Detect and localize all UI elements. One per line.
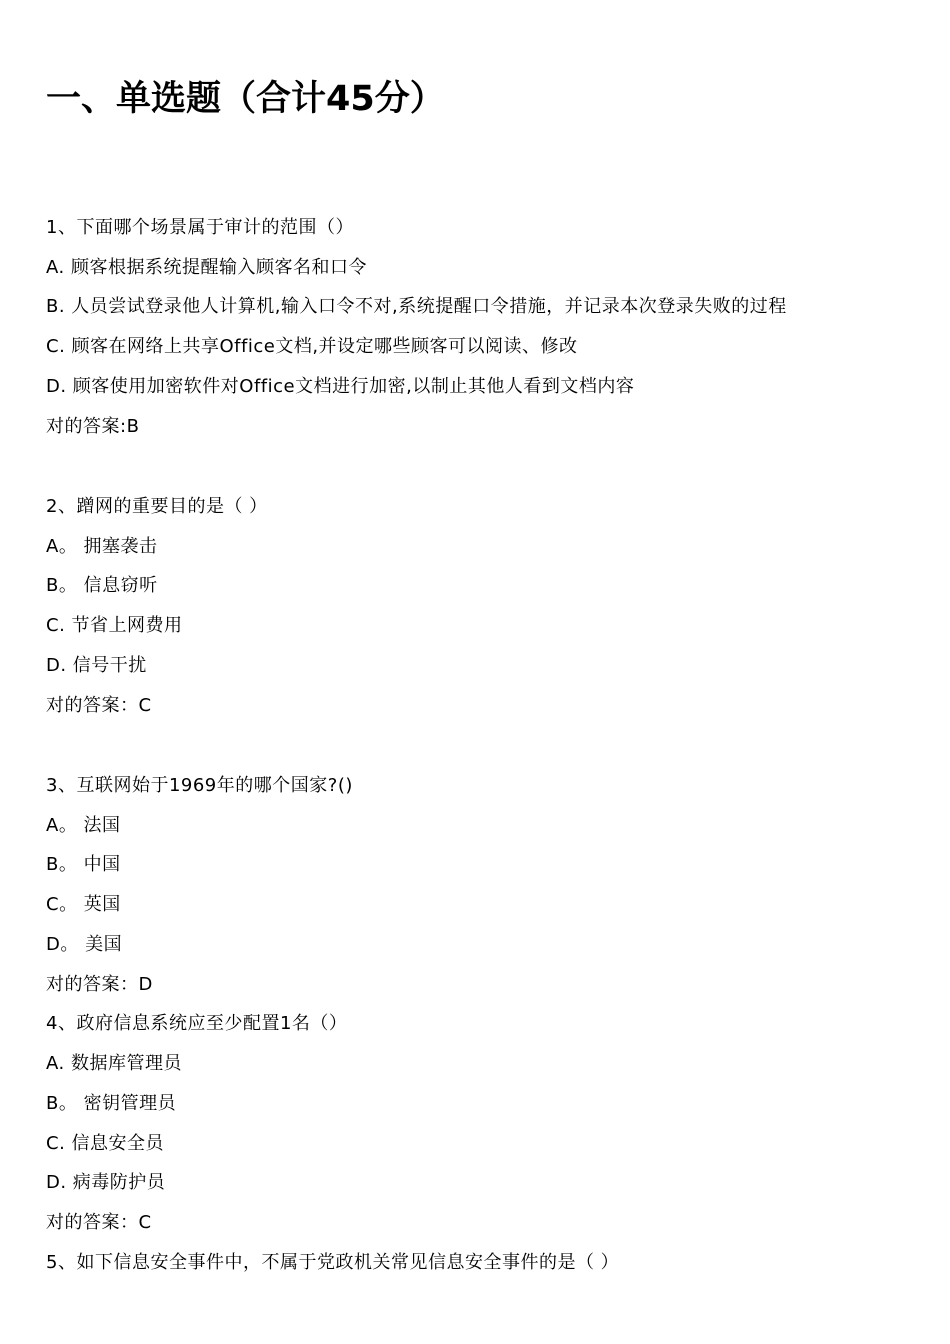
question-3-option-c: C。 英国 <box>46 894 121 915</box>
question-3-answer: 对的答案：D <box>46 974 153 995</box>
question-1-answer: 对的答案:B <box>46 416 140 437</box>
question-2-answer: 对的答案：C <box>46 695 152 716</box>
question-3-option-d: D。 美国 <box>46 934 123 955</box>
question-1-option-b: B. 人员尝试登录他人计算机,输入口令不对,系统提醒口令措施，并记录本次登录失败的过程 <box>46 296 787 317</box>
question-1-option-a: A. 顾客根据系统提醒输入顾客名和口令 <box>46 257 367 278</box>
question-2-option-c: C. 节省上网费用 <box>46 615 183 636</box>
question-4-option-a: A. 数据库管理员 <box>46 1053 182 1074</box>
question-2-option-b: B。 信息窃听 <box>46 575 158 596</box>
question-4-option-c: C. 信息安全员 <box>46 1133 165 1154</box>
question-4-answer: 对的答案：C <box>46 1212 152 1233</box>
question-4-stem: 4、政府信息系统应至少配置1名（） <box>46 1013 348 1034</box>
question-3-option-b: B。 中国 <box>46 854 121 875</box>
question-1-stem: 1、下面哪个场景属于审计的范围（） <box>46 217 354 238</box>
question-5-stem: 5、如下信息安全事件中，不属于党政机关常见信息安全事件的是（ ） <box>46 1252 620 1273</box>
question-3-stem: 3、互联网始于1969年的哪个国家?() <box>46 775 353 796</box>
question-2-option-d: D. 信号干扰 <box>46 655 147 676</box>
question-4-option-b: B。 密钥管理员 <box>46 1093 177 1114</box>
question-1-option-d: D. 顾客使用加密软件对Office文档进行加密,以制止其他人看到文档内容 <box>46 376 635 397</box>
section-title: 一、单选题（合计45分） <box>46 79 445 119</box>
question-4-option-d: D. 病毒防护员 <box>46 1172 166 1193</box>
question-2-stem: 2、蹭网的重要目的是（ ） <box>46 496 268 517</box>
question-2-option-a: A。 拥塞袭击 <box>46 536 158 557</box>
question-3-option-a: A。 法国 <box>46 815 121 836</box>
question-1-option-c: C. 顾客在网络上共享Office文档,并设定哪些顾客可以阅读、修改 <box>46 336 578 357</box>
